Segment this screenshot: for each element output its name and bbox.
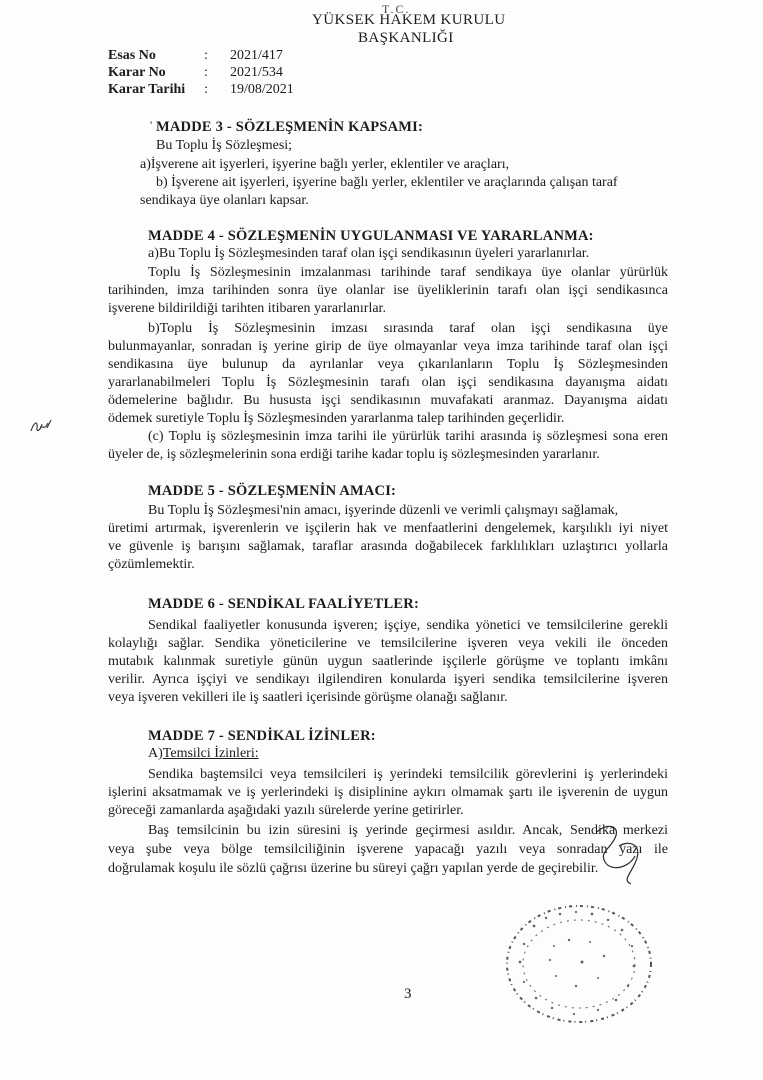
org-name-line1: YÜKSEK HAKEM KURULU [312, 12, 506, 28]
madde6-heading: MADDE 6 - SENDİKAL FAALİYETLER: [148, 596, 419, 612]
madde5-line: çözümlemektir. [108, 557, 195, 572]
madde4-line: b)Toplu İş Sözleşmesinin imzası sırasında taraf olan işçi sendikasına üye [148, 321, 668, 336]
madde4-heading: MADDE 4 - SÖZLEŞMENİN UYGULANMASI VE YARARLANMA: [148, 228, 594, 244]
madde5-line: üretimi artırmak, işverenlerin ve işçilerin hak ve menfaatlerini dengelemek, karşılıklı iyi niyet [108, 521, 668, 536]
madde4-line: işverene bildirildiği tarihten itibaren yararlanırlar. [108, 301, 386, 316]
margin-initials-icon [28, 414, 54, 436]
madde4-line: sendikasına üye bulunup da ayrılanlar veya çıkarılanların Toplu İş Sözleşmesinden [108, 357, 668, 372]
madde5-line: Bu Toplu İş Sözleşmesi'nin amacı, işyerinde düzenli ve verimli çalışmayı sağlamak, [148, 503, 619, 518]
madde6-line: veya işveren vekilleri ile iş saatleri içerisinde görüşme olanağı sağlanır. [108, 690, 508, 705]
signature-icon [585, 818, 665, 888]
madde4-line: (c) Toplu iş sözleşmesinin imza tarihi ile yürürlük tarihi arasında iş sözleşmesi sona eren [148, 429, 668, 444]
meta-row-tarih [108, 82, 294, 99]
official-stamp-icon [494, 896, 664, 1026]
meta-value: 19/08/2021 [230, 82, 294, 97]
madde7-sub-prefix: A) [148, 746, 163, 761]
madde7-line: doğrulamak koşulu ile sözlü çağrısı üzerine bu süreyi çağrı yapılan yerde de geçirebilir. [108, 861, 599, 876]
madde5-line: ve güvenle iş barışını sağlamak, taraflar arasında doğabilecek farklılıkları uzlaştırıcı yollarla [108, 539, 668, 554]
madde4-line: tarihinden, imza tarihinden sonra üye olanlar ise üyeliklerinin tarafı olan işçi sendikasınca [108, 283, 668, 298]
madde7-line: veya şube veya bölge temsilciliğinin işverene yapacağı yazılı veya sonradan yazı ile [108, 842, 668, 857]
meta-label: Karar No [108, 65, 166, 80]
madde7-sub-title: Temsilci İzinleri: [162, 746, 259, 761]
madde3-line: sendikaya üye olanları kapsar. [140, 193, 309, 208]
madde7-line: Baş temsilcinin bu izin süresini iş yerinde geçirmesi asıldır. Ancak, Sendika merkezi [148, 823, 668, 838]
madde4-line: üyeler de, iş sözleşmelerinin sona erdiği tarihe kadar toplu iş sözleşmesinden yararlanır. [108, 447, 600, 462]
madde5-heading: MADDE 5 - SÖZLEŞMENİN AMACI: [148, 483, 397, 499]
madde4-line: bulunmayanlar, sonradan iş yerine girip de üye olmayanlar veya imza tarihinde taraf olan işçi [108, 339, 668, 354]
madde3-heading: MADDE 3 - SÖZLEŞMENİN KAPSAMI: [156, 119, 424, 135]
madde4-line: ödemek suretiyle Toplu İş Sözleşmesinden yararlanma talep tarihinden geçerlidir. [108, 411, 565, 426]
margin-tick-mark: ' [150, 118, 153, 132]
madde4-line: ödemelerine bağlıdır. Bu hususta işçi sendikasının muvafakati aranmaz. Dayanışma aidatı [108, 393, 668, 408]
madde7-line: işlerini aksatmamak ve iş yerlerindeki iş disiplinine aykırı olmamak şartı ile işverenin de uygun [108, 785, 668, 800]
meta-sep: : [204, 65, 208, 80]
madde7-line: göreceği zamanlarda aşağıdaki yazılı sürelerde yerine getirirler. [108, 803, 464, 818]
page-number: 3 [404, 986, 412, 1002]
madde6-line: verilir. Ayrıca işçiyi ve sendikayı ilgilendiren konularda işyeri sendika temsilcilerine işveren [108, 672, 668, 687]
madde3-line: Bu Toplu İş Sözleşmesi; [156, 138, 293, 153]
header-top-partial: T.C. [382, 2, 411, 16]
madde7-line: Sendika baştemsilci veya temsilcileri iş yerindeki temsilcilik görevlerini iş yerlerindeki [148, 767, 668, 782]
meta-sep: : [204, 48, 208, 63]
meta-row-esas [108, 48, 283, 65]
madde6-line: mutabık kalınmak suretiyle günün uygun saatlerinde işçilerle görüşme ve toplantı imkânı [108, 654, 668, 669]
meta-sep: : [204, 82, 208, 97]
org-name-line2: BAŞKANLIĞI [358, 30, 454, 46]
meta-value: 2021/417 [230, 48, 283, 63]
madde7-subheading [148, 746, 259, 762]
madde7-heading: MADDE 7 - SENDİKAL İZİNLER: [148, 728, 376, 744]
meta-row-karar [108, 65, 283, 82]
madde4-line: Toplu İş Sözleşmesinin imzalanması tarihinde taraf sendikaya üye olanlar yürürlük [148, 265, 668, 280]
meta-label: Esas No [108, 48, 156, 63]
madde3-line: b) İşverene ait işyerleri, işyerine bağlı yerler, eklentiler ve araçlarında çalışan taraf [156, 175, 618, 190]
madde3-line: a)İşverene ait işyerleri, işyerine bağlı yerler, eklentiler ve araçları, [140, 157, 510, 172]
meta-label: Karar Tarihi [108, 82, 186, 97]
madde6-line: kolaylığı sağlar. Sendika yöneticilerine ve temsilcilerine işveren veya vekili ile önceden [108, 636, 668, 651]
madde6-line: Sendikal faaliyetler konusunda işveren; işçiye, sendika yönetici ve temsilcilerine gerekli [148, 618, 668, 633]
madde4-line: yararlanabilmeleri Toplu İş Sözleşmesinin tarafı olan işçi sendikasına dayanışma aidatı [108, 375, 668, 390]
meta-value: 2021/534 [230, 65, 283, 80]
madde4-line: a)Bu Toplu İş Sözleşmesinden taraf olan işçi sendikasının üyeleri yararlanırlar. [148, 246, 590, 261]
